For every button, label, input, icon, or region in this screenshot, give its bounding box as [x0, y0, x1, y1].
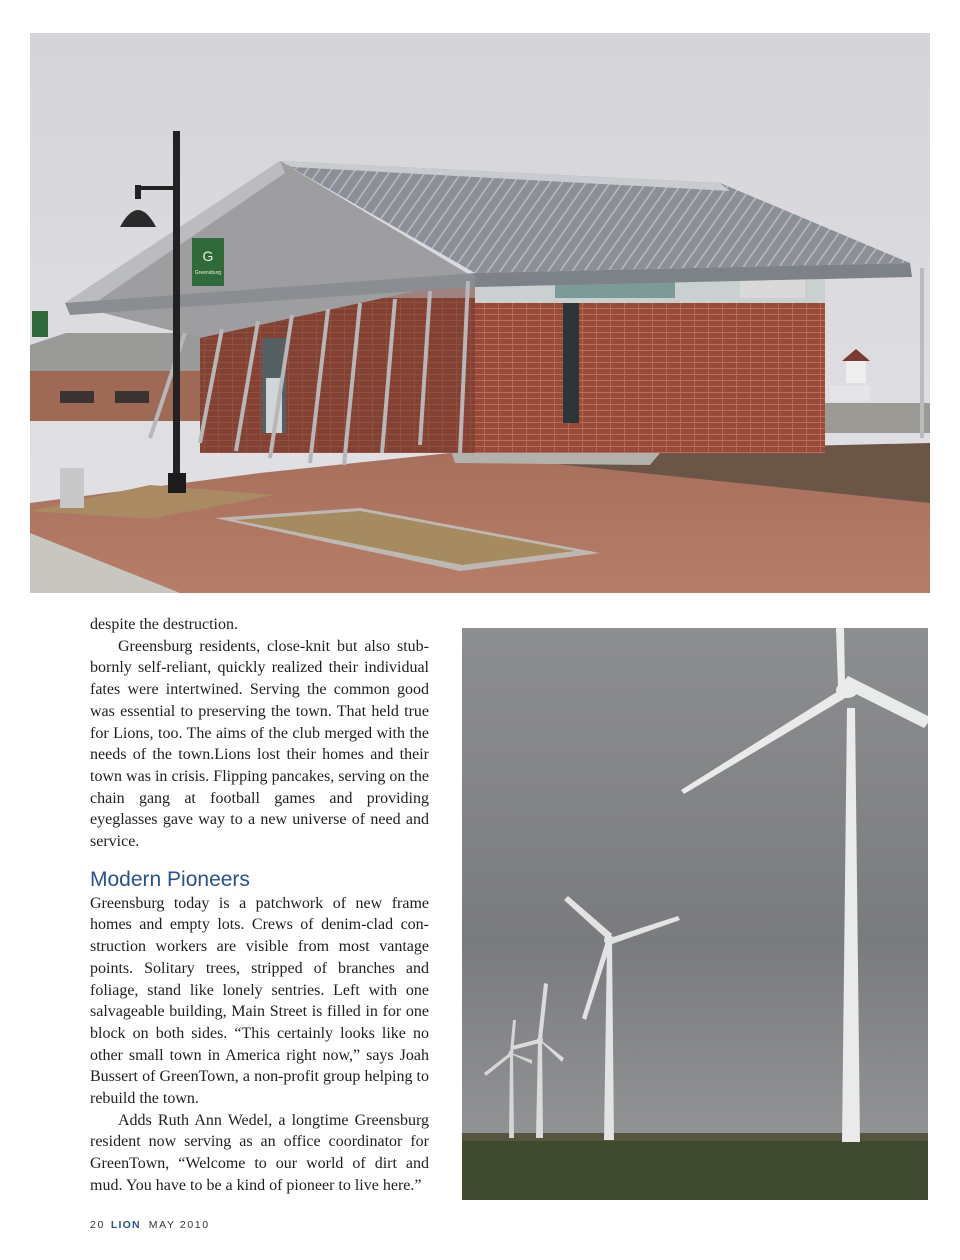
article-paragraph: Greensburg today is a patchwork of new frame homes and empty lots. Crews of denim-clad construction workers are visible from most vantage points. Solitary trees, stripped of branches and foliage, stand like lonely sentries. Left with one salvageable building, Main Street is filled in for one block on both sides. “This certainly looks like no other small town in America right now,” says Joah Bussert of GreenTown, a non-profit group helping to rebuild the town. — [90, 894, 429, 1108]
building-illustration — [30, 33, 930, 593]
greensburg-banner — [192, 238, 224, 286]
wind-turbines-illustration — [462, 628, 928, 1200]
article-paragraph: despite the destruction. — [90, 616, 238, 633]
section-heading: Modern Pioneers — [90, 867, 250, 891]
article-paragraph: Adds Ruth Ann Wedel, a longtime Greensburg resident now serving as an office coordinator for GreenTown, “Welcome to our world of dirt and mud. You have to be a kind of pioneer to live here.” — [90, 1111, 429, 1194]
wind-turbine-photo — [462, 628, 928, 1200]
magazine-name: LION — [110, 1219, 141, 1231]
turbine-medium-2 — [600, 1140, 617, 1200]
issue-date: MAY 2010 — [148, 1219, 210, 1231]
svg-text:Greensburg: Greensburg — [194, 270, 222, 276]
article-paragraph: Greensburg residents, close-knit but also stubbornly self-reliant, quickly realized their individual fates were intertwined. Serving the common good was essential to preserving the town. That held true for Lions, too. The aims of the club merged with the needs of the town.Lions lost their homes and their town was in crisis. Flipping pancakes, serving on the chain gang at football games and providing eyeglasses gave way to a new universe of need and service. — [90, 637, 429, 851]
page-number: 20 — [90, 1219, 105, 1231]
building-photo — [30, 33, 930, 593]
svg-text:G: G — [202, 248, 214, 264]
page-folio — [90, 1219, 210, 1231]
article-column — [90, 614, 429, 1197]
